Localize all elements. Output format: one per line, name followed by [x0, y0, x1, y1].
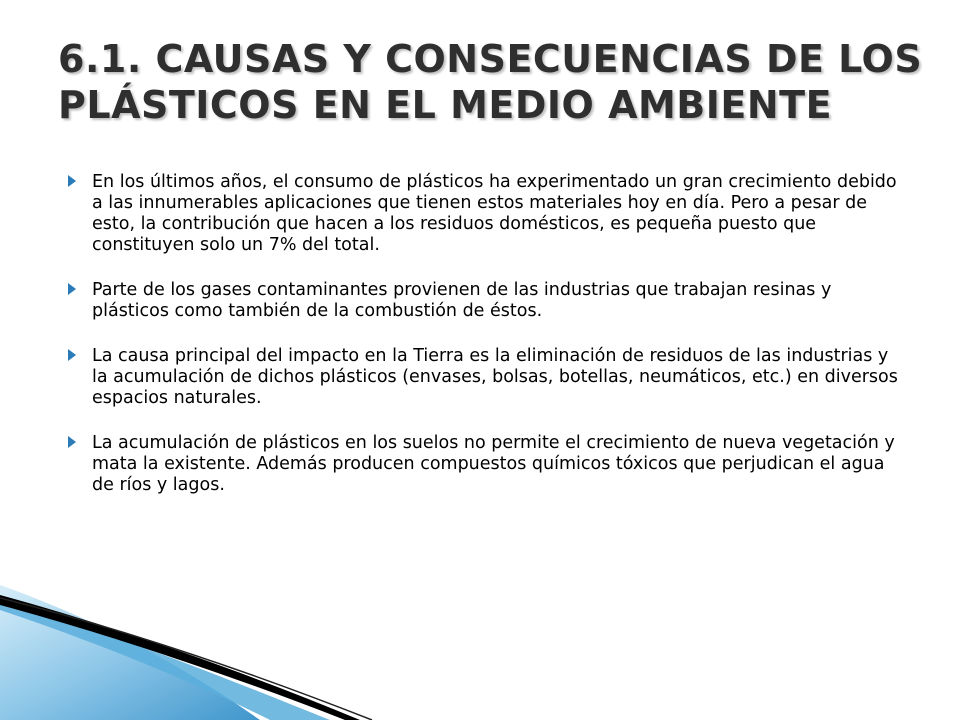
bullet-text: En los últimos años, el consumo de plásticos ha experimentado un gran crecimiento debido a las innumerables aplicaciones que tienen estos materiales hoy en día. Pero a pesar de esto, la contribución que hacen a los residuos domésticos, es pequeña puesto que constituyen solo un 7% del total. [92, 172, 897, 255]
wave-light-band [0, 585, 260, 720]
bullet-text: La acumulación de plásticos en los suelos no permite el crecimiento de nueva vegetación y mata la existente. Además producen compuestos químicos tóxicos que perjudican el agua de ríos y lagos. [92, 433, 895, 495]
triangle-right-icon [68, 349, 76, 361]
bullet-text: La causa principal del impacto en la Tierra es la eliminación de residuos de las industrias y la acumulación de dichos plásticos (envases, bolsas, botellas, neumáticos, etc.) en diversos espacios naturales. [92, 346, 898, 408]
title-line-2: PLÁSTICOS EN EL MEDIO AMBIENTE [58, 83, 833, 127]
bullet-item [68, 433, 908, 496]
triangle-right-icon [68, 283, 76, 295]
bullet-list [68, 172, 908, 520]
triangle-right-icon [68, 175, 76, 187]
slide-title [58, 36, 938, 128]
bullet-item [68, 280, 908, 322]
triangle-right-icon [68, 436, 76, 448]
wave-dark-band [0, 595, 360, 720]
wave-thin-line [0, 598, 372, 720]
bullet-text: Parte de los gases contaminantes provienen de las industrias que trabajan resinas y plásticos como también de la combustión de éstos. [92, 280, 832, 321]
bullet-item [68, 346, 908, 409]
bullet-item [68, 172, 908, 256]
wave-mid-band [0, 600, 330, 720]
title-line-1: 6.1. CAUSAS Y CONSECUENCIAS DE LOS [58, 37, 923, 81]
